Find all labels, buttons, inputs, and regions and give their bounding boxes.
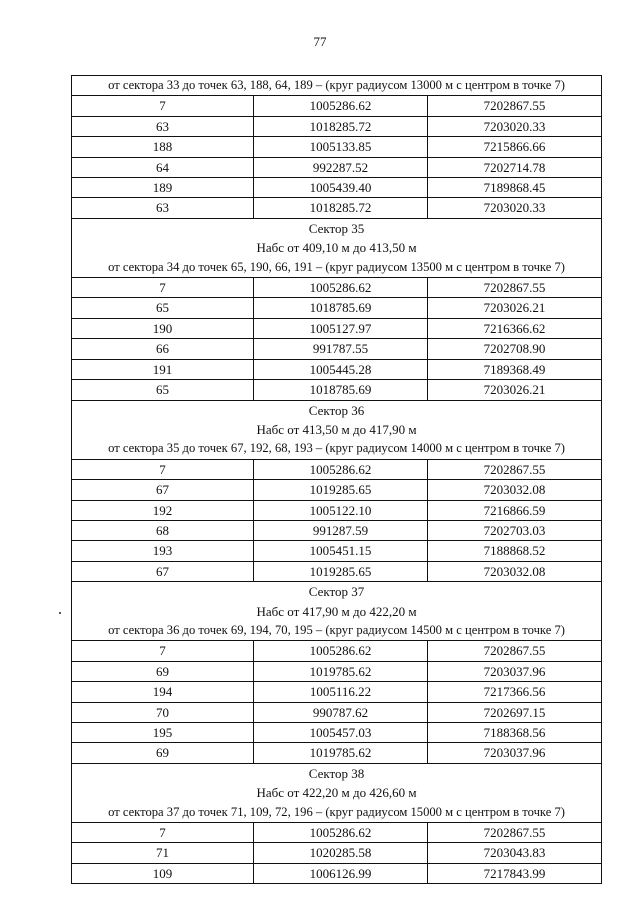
coordinates-table [71, 75, 602, 884]
y-coordinate: 7203026.21 [428, 298, 602, 318]
point-number: 194 [72, 682, 254, 702]
x-coordinate: 1005133.85 [254, 137, 428, 157]
sector-description-row [72, 76, 602, 96]
point-number: 7 [72, 823, 254, 843]
y-coordinate: 7215866.66 [428, 137, 602, 157]
x-coordinate: 1006126.99 [254, 863, 428, 883]
y-coordinate: 7203032.08 [428, 480, 602, 500]
y-coordinate: 7203020.33 [428, 116, 602, 136]
y-coordinate: 7202714.78 [428, 157, 602, 177]
sector-description: от сектора 35 до точек 67, 192, 68, 193 – (круг радиусом 14000 м с центром в точке 7) [72, 439, 602, 459]
y-coordinate: 7188868.52 [428, 541, 602, 561]
table-row [72, 500, 602, 520]
point-number: 67 [72, 480, 254, 500]
page-number: 77 [313, 34, 327, 49]
sector-title-row [72, 582, 602, 602]
y-coordinate: 7216866.59 [428, 500, 602, 520]
table-row [72, 743, 602, 763]
x-coordinate: 1005439.40 [254, 178, 428, 198]
table-row [72, 298, 602, 318]
x-coordinate: 1005445.28 [254, 359, 428, 379]
point-number: 64 [72, 157, 254, 177]
y-coordinate: 7202867.55 [428, 278, 602, 298]
point-number: 63 [72, 198, 254, 218]
sector-title: Сектор 37 [72, 582, 602, 602]
point-number: 109 [72, 863, 254, 883]
sector-description-row [72, 258, 602, 278]
sector-title-row [72, 218, 602, 238]
x-coordinate: 990787.62 [254, 702, 428, 722]
x-coordinate: 1005122.10 [254, 500, 428, 520]
point-number: 190 [72, 318, 254, 338]
table-row [72, 661, 602, 681]
y-coordinate: 7203037.96 [428, 661, 602, 681]
x-coordinate: 1005286.62 [254, 641, 428, 661]
point-number: 195 [72, 723, 254, 743]
point-number: 188 [72, 137, 254, 157]
table-row [72, 137, 602, 157]
table-row [72, 96, 602, 116]
table-row [72, 318, 602, 338]
sector-description: от сектора 37 до точек 71, 109, 72, 196 – (круг радиусом 15000 м с центром в точке 7) [72, 803, 602, 823]
sector-title: Сектор 36 [72, 400, 602, 420]
x-coordinate: 1020285.58 [254, 843, 428, 863]
x-coordinate: 1005286.62 [254, 278, 428, 298]
x-coordinate: 1018785.69 [254, 298, 428, 318]
y-coordinate: 7203043.83 [428, 843, 602, 863]
table-row [72, 480, 602, 500]
table-row [72, 682, 602, 702]
sector-title: Сектор 38 [72, 763, 602, 783]
sector-description-row [72, 803, 602, 823]
table-row [72, 641, 602, 661]
table-row [72, 520, 602, 540]
height-range-row [72, 238, 602, 257]
y-coordinate: 7189368.49 [428, 359, 602, 379]
y-coordinate: 7189868.45 [428, 178, 602, 198]
point-number: 70 [72, 702, 254, 722]
point-number: 7 [72, 278, 254, 298]
sector-description: от сектора 33 до точек 63, 188, 64, 189 – (круг радиусом 13000 м с центром в точке 7) [72, 76, 602, 96]
table-row [72, 459, 602, 479]
margin-mark [59, 612, 61, 614]
y-coordinate: 7216366.62 [428, 318, 602, 338]
height-range: Набс от 422,20 м до 426,60 м [72, 783, 602, 802]
point-number: 193 [72, 541, 254, 561]
table-row [72, 380, 602, 400]
y-coordinate: 7203032.08 [428, 561, 602, 581]
table-row [72, 339, 602, 359]
x-coordinate: 1019785.62 [254, 743, 428, 763]
point-number: 71 [72, 843, 254, 863]
y-coordinate: 7202867.55 [428, 641, 602, 661]
sector-description: от сектора 34 до точек 65, 190, 66, 191 – (круг радиусом 13500 м с центром в точке 7) [72, 258, 602, 278]
table-row [72, 561, 602, 581]
point-number: 7 [72, 641, 254, 661]
table-row [72, 843, 602, 863]
x-coordinate: 1005286.62 [254, 459, 428, 479]
x-coordinate: 1005116.22 [254, 682, 428, 702]
table-row [72, 359, 602, 379]
point-number: 65 [72, 380, 254, 400]
point-number: 69 [72, 743, 254, 763]
y-coordinate: 7203026.21 [428, 380, 602, 400]
x-coordinate: 1018285.72 [254, 116, 428, 136]
y-coordinate: 7202697.15 [428, 702, 602, 722]
x-coordinate: 992287.52 [254, 157, 428, 177]
table-row [72, 702, 602, 722]
point-number: 63 [72, 116, 254, 136]
x-coordinate: 1005127.97 [254, 318, 428, 338]
x-coordinate: 1005451.15 [254, 541, 428, 561]
y-coordinate: 7217366.56 [428, 682, 602, 702]
height-range: Набс от 417,90 м до 422,20 м [72, 602, 602, 621]
x-coordinate: 1019785.62 [254, 661, 428, 681]
y-coordinate: 7202708.90 [428, 339, 602, 359]
point-number: 69 [72, 661, 254, 681]
y-coordinate: 7202867.55 [428, 823, 602, 843]
point-number: 189 [72, 178, 254, 198]
table-row [72, 823, 602, 843]
table-row [72, 198, 602, 218]
y-coordinate: 7203020.33 [428, 198, 602, 218]
table-row [72, 541, 602, 561]
point-number: 191 [72, 359, 254, 379]
table-row [72, 178, 602, 198]
sector-title-row [72, 763, 602, 783]
point-number: 192 [72, 500, 254, 520]
point-number: 67 [72, 561, 254, 581]
height-range-row [72, 420, 602, 439]
x-coordinate: 991287.59 [254, 520, 428, 540]
y-coordinate: 7202703.03 [428, 520, 602, 540]
table-row [72, 157, 602, 177]
height-range: Набс от 413,50 м до 417,90 м [72, 420, 602, 439]
table-row [72, 863, 602, 883]
sector-description-row [72, 439, 602, 459]
point-number: 68 [72, 520, 254, 540]
x-coordinate: 1005286.62 [254, 96, 428, 116]
y-coordinate: 7202867.55 [428, 96, 602, 116]
point-number: 7 [72, 459, 254, 479]
height-range: Набс от 409,10 м до 413,50 м [72, 238, 602, 257]
sector-description-row [72, 621, 602, 641]
sector-title-row [72, 400, 602, 420]
height-range-row [72, 602, 602, 621]
table-row [72, 278, 602, 298]
x-coordinate: 1018285.72 [254, 198, 428, 218]
sector-description: от сектора 36 до точек 69, 194, 70, 195 – (круг радиусом 14500 м с центром в точке 7) [72, 621, 602, 641]
point-number: 66 [72, 339, 254, 359]
sector-title: Сектор 35 [72, 218, 602, 238]
table-row [72, 116, 602, 136]
x-coordinate: 1019285.65 [254, 561, 428, 581]
point-number: 65 [72, 298, 254, 318]
y-coordinate: 7188368.56 [428, 723, 602, 743]
x-coordinate: 991787.55 [254, 339, 428, 359]
x-coordinate: 1019285.65 [254, 480, 428, 500]
y-coordinate: 7217843.99 [428, 863, 602, 883]
y-coordinate: 7203037.96 [428, 743, 602, 763]
height-range-row [72, 783, 602, 802]
x-coordinate: 1005286.62 [254, 823, 428, 843]
x-coordinate: 1005457.03 [254, 723, 428, 743]
x-coordinate: 1018785.69 [254, 380, 428, 400]
point-number: 7 [72, 96, 254, 116]
y-coordinate: 7202867.55 [428, 459, 602, 479]
table-row [72, 723, 602, 743]
